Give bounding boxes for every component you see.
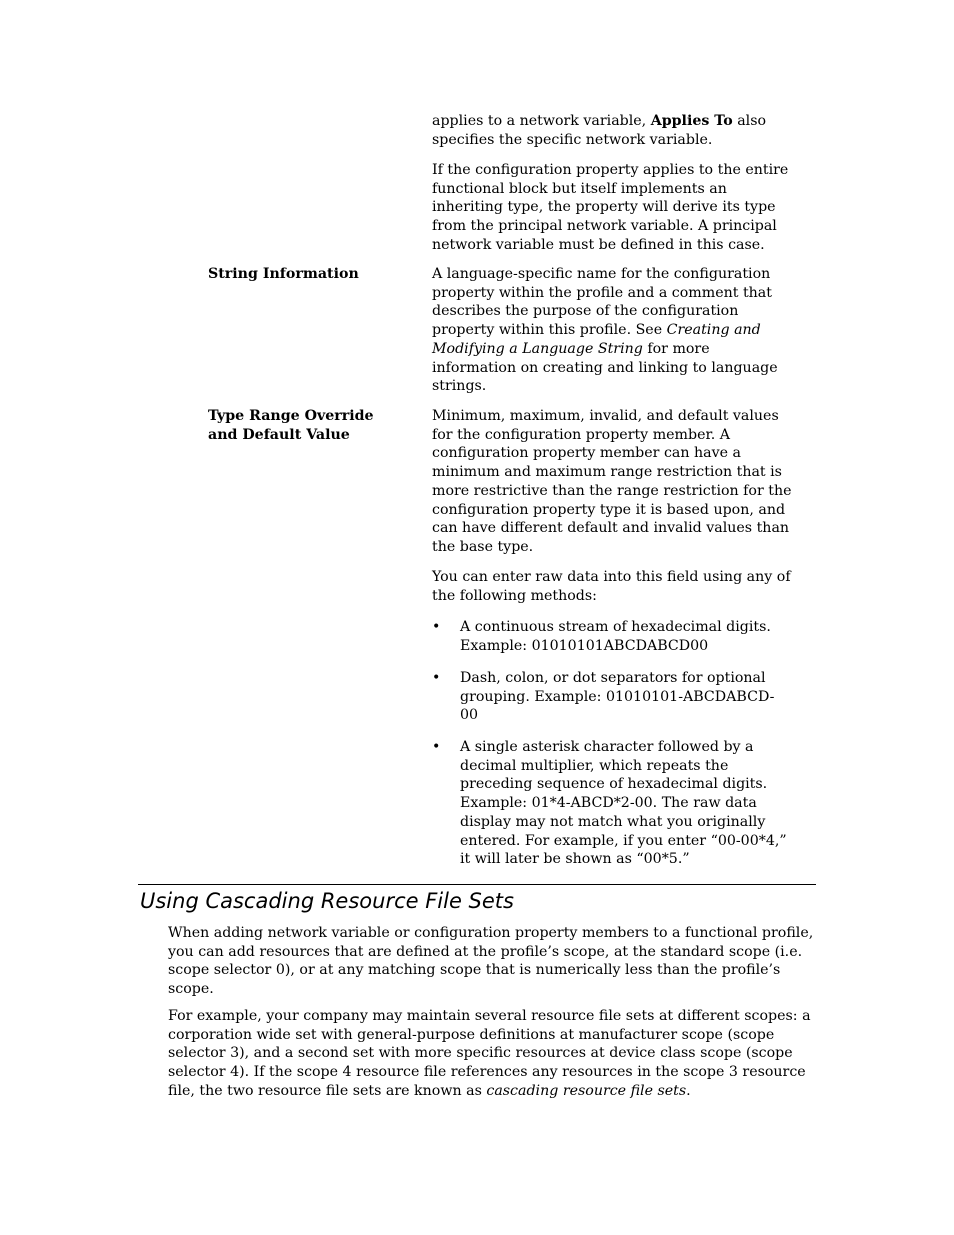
raw-data-intro	[432, 568, 791, 605]
cross-reference: Modifying a Language String	[432, 340, 643, 357]
text-line: for the configuration property member. A	[432, 426, 730, 443]
list-item	[460, 738, 787, 869]
bullet-icon: •	[432, 670, 441, 686]
text-line: more restrictive than the range restriction for the	[432, 482, 792, 499]
applies-to-term: Applies To	[650, 113, 733, 129]
text-line: If the configuration property applies to the entire	[432, 162, 789, 178]
text-run: file, the two resource file sets are known as	[168, 1082, 487, 1099]
text-line: can have different default and invalid values than	[432, 520, 790, 537]
text-line	[168, 1082, 811, 1101]
text-line	[432, 112, 766, 131]
text-line: describes the purpose of the configuration	[432, 303, 739, 320]
bullet-icon: •	[432, 619, 441, 635]
principal-nv-paragraph	[432, 161, 788, 255]
text-line: Example: 01*4-ABCD*2-00. The raw data	[460, 795, 757, 812]
text-line: strings.	[432, 378, 487, 395]
string-information-description	[432, 265, 778, 396]
text-line: A continuous stream of hexadecimal digits.	[460, 619, 771, 635]
term-label: Type Range Override	[208, 408, 374, 424]
applies-to-continuation	[432, 112, 766, 149]
text-line: entered. For example, if you enter “00-00*4,”	[460, 832, 787, 849]
emphasized-term: cascading resource file sets	[486, 1082, 687, 1099]
section-paragraph	[168, 924, 813, 999]
text-line: from the principal network variable. A principal	[432, 218, 777, 235]
text-line: specifies the specific network variable.	[432, 131, 713, 148]
text-line: corporation wide set with general-purpose definitions at manufacturer scope (scope	[168, 1026, 775, 1043]
text-line: you can add resources that are defined at the profile’s scope, at the standard scope (i.e.	[168, 943, 803, 960]
text-line: configuration property member can have a	[432, 445, 741, 462]
text-line: Minimum, maximum, invalid, and default values	[432, 408, 779, 424]
text-line: decimal multiplier, which repeats the	[460, 757, 729, 774]
cross-reference: Creating and	[666, 322, 761, 339]
text-line: minimum and maximum range restriction that is	[432, 464, 782, 481]
text-line: When adding network variable or configuration property members to a functional profile,	[168, 925, 814, 941]
list-item	[460, 618, 771, 655]
text-line: display may not match what you originally	[460, 813, 766, 830]
text-line: property within the profile and a comment that	[432, 284, 772, 301]
text-line: scope.	[168, 981, 214, 998]
text-line: inheriting type, the property will derive its type	[432, 199, 776, 216]
text-line: scope selector 0), or at any matching scope that is numerically less than the profile’s	[168, 962, 781, 979]
text-line	[432, 340, 778, 359]
text-run: .	[686, 1082, 691, 1099]
text-line: it will later be shown as “00*5.”	[460, 851, 690, 868]
text-line: selector 4). If the scope 4 resource file references any resources in the scope 3 resource	[168, 1064, 806, 1081]
text-line	[432, 321, 778, 340]
term-label: String Information	[208, 266, 359, 282]
section-divider	[138, 884, 816, 885]
text-line: the base type.	[432, 538, 534, 555]
text-run: property within this profile. See	[432, 322, 667, 339]
text-line: functional block but itself implements an	[432, 180, 727, 197]
text-line: network variable must be defined in this case.	[432, 236, 765, 253]
bullet-icon: •	[432, 739, 441, 755]
text-line: selector 3), and a second set with more specific resources at device class scope (scope	[168, 1045, 793, 1062]
type-range-term	[208, 407, 374, 444]
text-run: for more	[642, 340, 710, 357]
list-item	[460, 669, 774, 725]
text-line: A language-specific name for the configuration	[432, 266, 771, 282]
section-heading: Using Cascading Resource File Sets	[140, 889, 514, 913]
text-run: applies to a network variable,	[432, 113, 651, 129]
text-run: also	[732, 113, 767, 129]
text-line: information on creating and linking to language	[432, 359, 778, 376]
text-line: 00	[460, 707, 479, 724]
text-line: the following methods:	[432, 587, 597, 604]
text-line: preceding sequence of hexadecimal digits.	[460, 776, 768, 793]
text-line: For example, your company may maintain several resource file sets at different scopes: a	[168, 1008, 811, 1024]
type-range-description	[432, 407, 792, 557]
text-line: configuration property type it is based upon, and	[432, 501, 786, 518]
section-paragraph	[168, 1007, 811, 1101]
text-line: You can enter raw data into this field using any of	[432, 569, 791, 585]
text-line: Example: 01010101ABCDABCD00	[460, 637, 709, 654]
text-line: Dash, colon, or dot separators for optional	[460, 670, 766, 686]
term-label: and Default Value	[208, 426, 350, 443]
text-line: A single asterisk character followed by a	[460, 739, 754, 755]
string-information-term	[208, 265, 359, 284]
text-line: grouping. Example: 01010101-ABCDABCD-	[460, 688, 775, 705]
